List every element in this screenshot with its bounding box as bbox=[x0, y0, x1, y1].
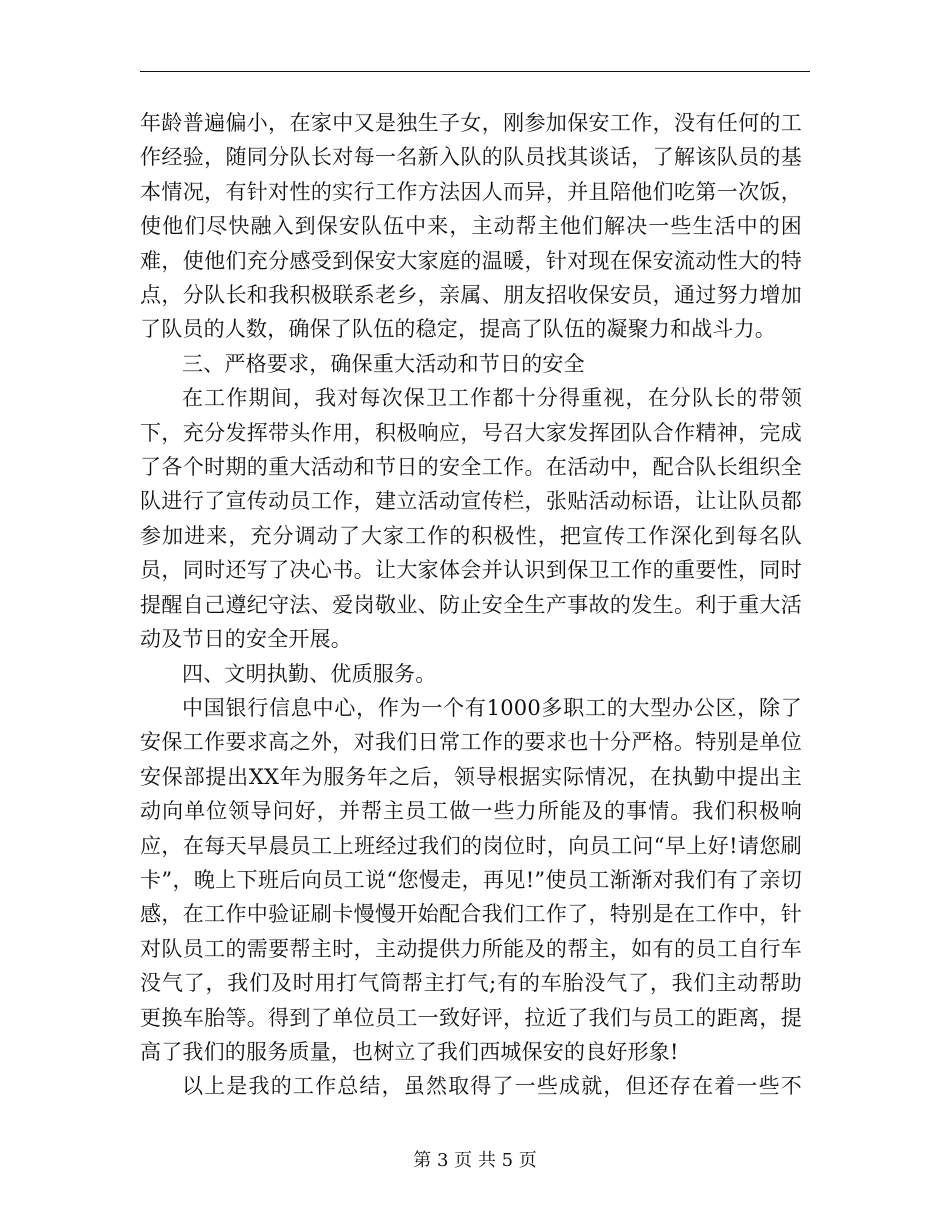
paragraph-summary-start: 以上是我的工作总结，虽然取得了一些成就，但还存在着一些不 bbox=[182, 1074, 802, 1099]
header-rule bbox=[140, 71, 810, 72]
paragraph-continued: 年龄普遍偏小，在家中又是独生子女，刚参加保安工作，没有任何的工作经验，随同分队长对每一名新入队的队员找其谈话，了解该队员的基本情况，有针对性的实行工作方法因人而异，并且陪他们吃第一次饭，使他们尽快融入到保安队伍中来，主动帮主他们解决一些生活中的困难，使他们充分感受到保安大家庭的温暖，针对现在保安流动性大的特点，分队长和我积极联系老乡，亲属、朋友招收保安员，通过努力增加了队员的人数，确保了队伍的稳定，提高了队伍的凝聚力和战斗力。 bbox=[140, 111, 802, 342]
page-number-footer: 第 3 页 共 5 页 bbox=[413, 1150, 537, 1171]
paragraph-security-events: 在工作期间，我对每次保卫工作都十分得重视，在分队长的带领下，充分发挥带头作用，积极响应，号召大家发挥团队合作精神，完成了各个时期的重大活动和节日的安全工作。在活动中，配合队长组织全队进行了宣传动员工作，建立活动宣传栏，张贴活动标语，让让队员都参加进来，充分调动了大家工作的积极性，把宣传工作深化到每名队员，同时还写了决心书。让大家体会并认识到保卫工作的重要性，同时提醒自己遵纪守法、爱岗敬业、防止安全生产事故的发生。利于重大活动及节日的安全开展。 bbox=[140, 386, 802, 652]
document-body bbox=[140, 106, 802, 1104]
paragraph-civil-service: 中国银行信息中心，作为一个有1000多职工的大型办公区，除了安保工作要求高之外，对我们日常工作的要求也十分严格。特别是单位安保部提出XX年为服务年之后，领导根据实际情况，在执勤中提出主动向单位领导问好，并帮主员工做一些力所能及的事情。我们积极响应，在每天早晨员工上班经过我们的岗位时，向员工问“早上好!请您刷卡”，晚上下班后向员工说“您慢走，再见!”使员工渐渐对我们有了亲切感，在工作中验证刷卡慢慢开始配合我们工作了，特别是在工作中，针对队员工的需要帮主时，主动提供力所能及的帮主，如有的员工自行车没气了，我们及时用打气筒帮主打气;有的车胎没气了，我们主动帮助更换车胎等。得到了单位员工一致好评，拉近了我们与员工的距离，提高了我们的服务质量，也树立了我们西城保安的良好形象! bbox=[140, 695, 802, 1064]
section-heading-four: 四、文明执勤、优质服务。 bbox=[182, 661, 437, 686]
section-heading-three: 三、严格要求，确保重大活动和节日的安全 bbox=[182, 351, 585, 376]
